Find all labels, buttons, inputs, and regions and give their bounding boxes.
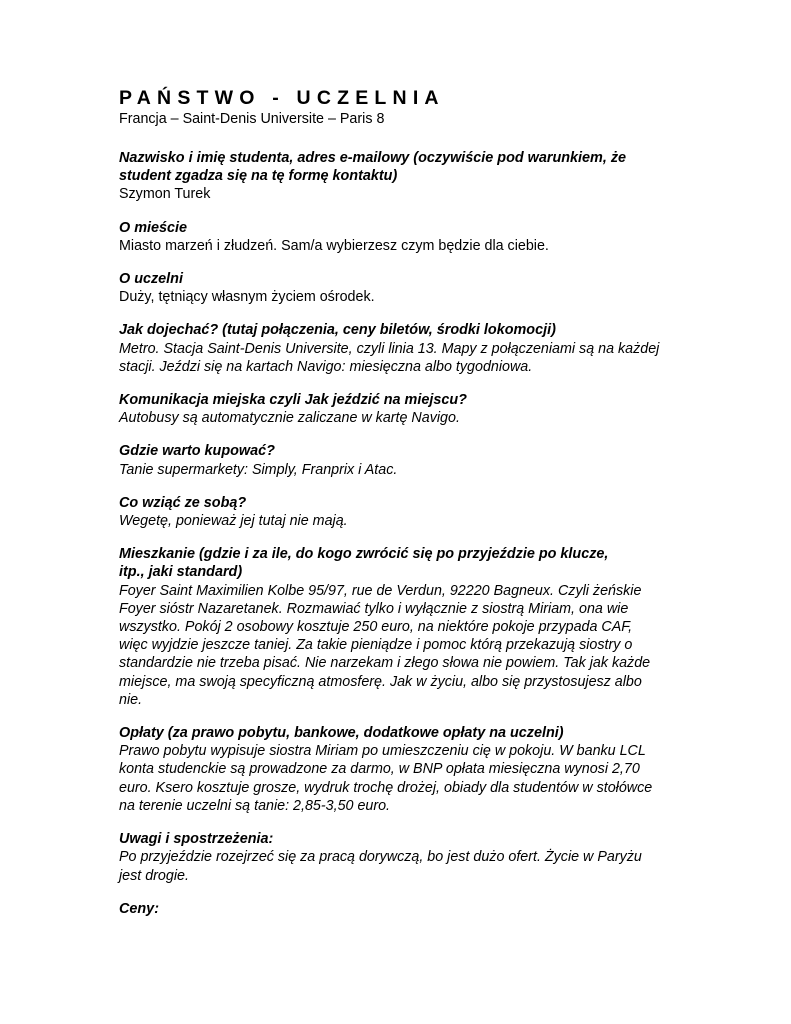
question-line: Co wziąć ze sobą?	[119, 494, 247, 511]
answer-text	[119, 512, 679, 530]
section-transport	[119, 391, 679, 427]
answer-line: na terenie uczelni są tanie: 2,85-3,50 euro.	[119, 797, 391, 814]
answer-line: Foyer sióstr Nazaretanek. Rozmawiać tylko i wyłącznie z siostrą Miriam, ona wie	[119, 600, 629, 617]
document-page	[119, 84, 679, 918]
question-line: Ceny:	[119, 900, 159, 917]
answer-line: więc wyjdzie jeszcze taniej. Za takie pieniądze i pomoc którą przekazują siostry o	[119, 637, 633, 654]
section-university	[119, 270, 679, 306]
question-heading	[119, 149, 679, 185]
answer-line: Foyer Saint Maximilien Kolbe 95/97, rue de Verdun, 92220 Bagneux. Czyli żeńskie	[119, 582, 642, 599]
question-line: Mieszkanie (gdzie i za ile, do kogo zwrócić się po przyjeździe po klucze,	[119, 546, 609, 563]
answer-line: Metro. Stacja Saint-Denis Universite, czyli linia 13. Mapy z połączeniami są na każdej	[119, 340, 660, 357]
section-shopping	[119, 442, 679, 478]
answer-line: standardzie nie trzeba pisać. Nie narzekam i złego słowa nie powiem. Tak jak każde	[119, 655, 651, 672]
answer-text	[119, 848, 679, 884]
question-line: O mieście	[119, 219, 187, 236]
answer-line: Autobusy są automatycznie zaliczane w kartę Navigo.	[119, 410, 460, 427]
answer-line: Prawo pobytu wypisuje siostra Miriam po umieszczeniu cię w pokoju. W banku LCL	[119, 743, 646, 760]
answer-line: stacji. Jeździ się na kartach Navigo: miesięczna albo tygodniowa.	[119, 358, 533, 375]
question-line: Nazwisko i imię studenta, adres e-mailowy (oczywiście pod warunkiem, że	[119, 150, 627, 166]
question-heading	[119, 219, 679, 237]
answer-text	[119, 461, 679, 479]
question-line: student zgadza się na tę formę kontaktu)	[119, 168, 398, 185]
answer-text	[119, 237, 679, 255]
question-heading	[119, 724, 679, 742]
question-line: Komunikacja miejska czyli Jak jeździć na miejscu?	[119, 392, 467, 409]
answer-line: Wegetę, ponieważ jej tutaj nie mają.	[119, 513, 348, 530]
section-prices	[119, 900, 679, 918]
answer-line: wszystko. Pokój 2 osobowy kosztuje 250 euro, na niektóre pokoje przypada CAF,	[119, 619, 633, 636]
answer-line: Duży, tętniący własnym życiem ośrodek.	[119, 289, 375, 306]
answer-text	[119, 742, 679, 815]
answer-line: Szymon Turek	[119, 186, 211, 203]
question-heading	[119, 900, 679, 918]
question-heading	[119, 830, 679, 848]
answer-text	[119, 340, 679, 376]
answer-line: konta studenckie są prowadzone za darmo, w BNP opłata miesięczna wynosi 2,70	[119, 761, 640, 778]
question-heading	[119, 494, 679, 512]
section-fees	[119, 724, 679, 815]
section-housing	[119, 545, 679, 709]
question-heading	[119, 545, 679, 581]
answer-line: jest drogie.	[119, 867, 189, 884]
answer-text	[119, 582, 679, 709]
answer-line: miejsce, ma swoją specyficzną atmosferę. Jak w życiu, albo się przystosujesz albo	[119, 673, 642, 690]
answer-text	[119, 288, 679, 306]
question-line: Uwagi i spostrzeżenia:	[119, 831, 274, 848]
answer-line: Miasto marzeń i złudzeń. Sam/a wybierzesz czym będzie dla ciebie.	[119, 237, 549, 254]
question-heading	[119, 442, 679, 460]
question-line: Jak dojechać? (tutaj połączenia, ceny biletów, środki lokomocji)	[119, 322, 556, 339]
question-heading	[119, 321, 679, 339]
answer-text	[119, 409, 679, 427]
question-line: Gdzie warto kupować?	[119, 443, 275, 460]
question-line: Opłaty (za prawo pobytu, bankowe, dodatkowe opłaty na uczelni)	[119, 725, 564, 742]
section-bring	[119, 494, 679, 530]
page-subtitle: Francja – Saint-Denis Universite – Paris 8	[119, 111, 385, 127]
answer-line: Po przyjeździe rozejrzeć się za pracą dorywczą, bo jest dużo ofert. Życie w Paryżu	[119, 849, 642, 866]
section-notes	[119, 830, 679, 885]
page-title: PAŃSTWO - UCZELNIA	[119, 87, 445, 109]
question-heading	[119, 391, 679, 409]
question-line: O uczelni	[119, 271, 183, 288]
answer-line: nie.	[119, 691, 143, 708]
answer-text	[119, 185, 679, 203]
answer-line: Tanie supermarkety: Simply, Franprix i Atac.	[119, 461, 398, 478]
section-travel	[119, 321, 679, 376]
question-heading	[119, 270, 679, 288]
section-city	[119, 219, 679, 255]
section-student	[119, 149, 679, 204]
question-line: itp., jaki standard)	[119, 564, 243, 581]
answer-line: euro. Ksero kosztuje grosze, wydruk trochę drożej, obiady dla studentów w stołówce	[119, 779, 653, 796]
